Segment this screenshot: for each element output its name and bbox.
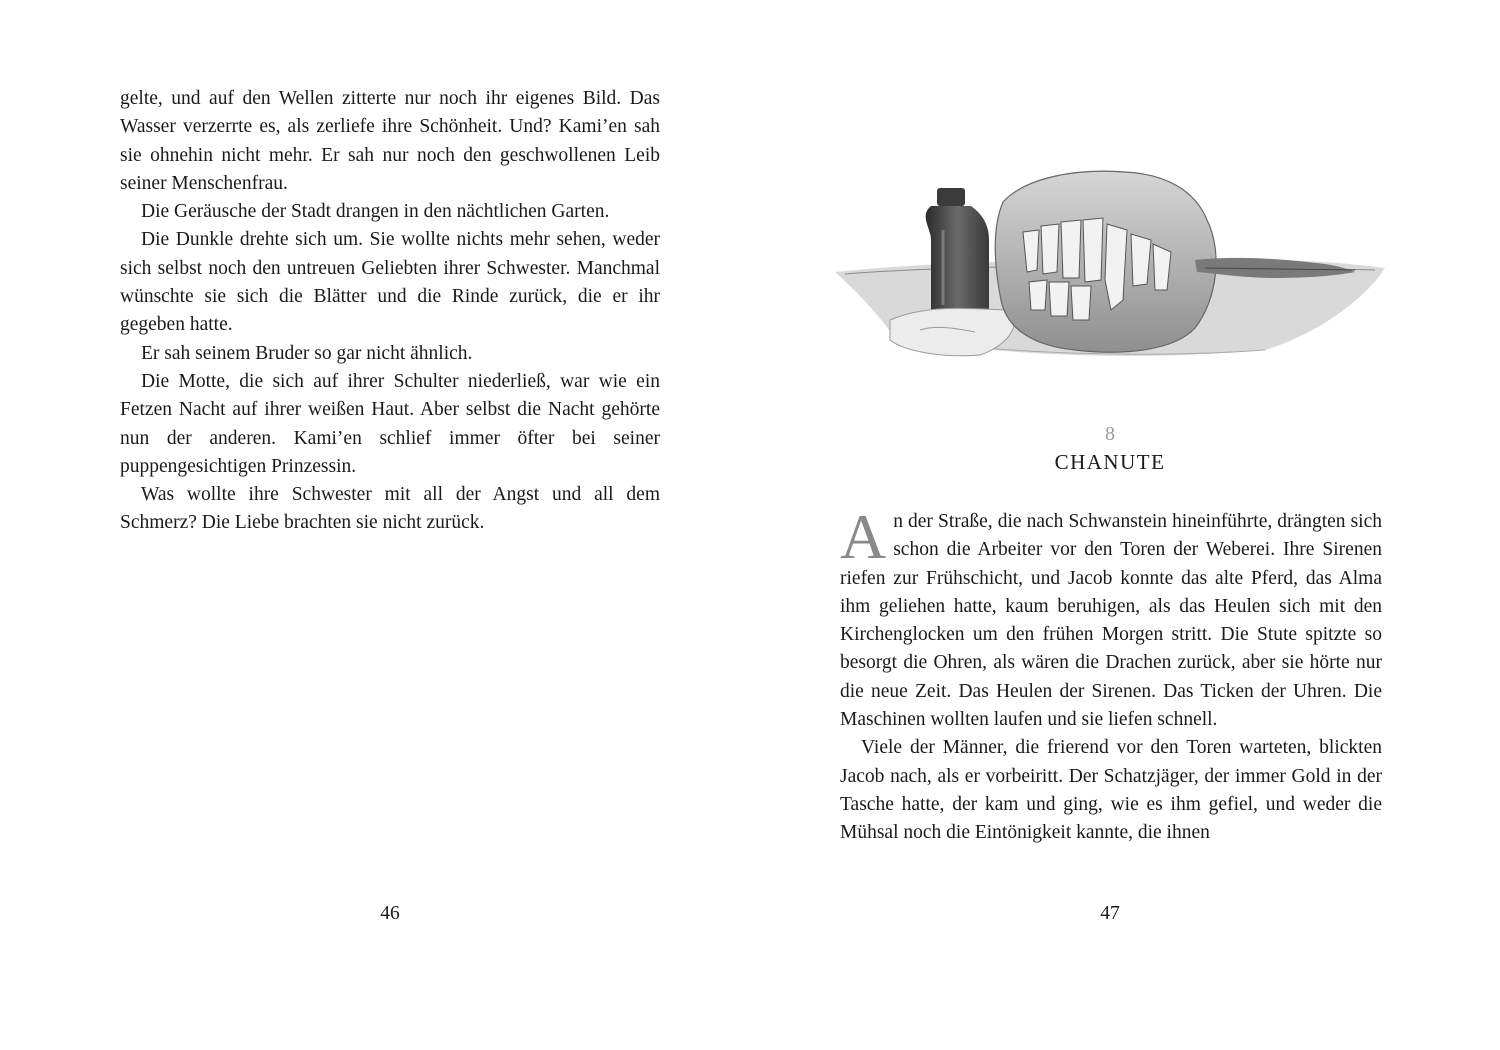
paragraph: Die Geräusche der Stadt drangen in den nächtlichen Garten.: [141, 201, 610, 223]
right-page-text: [840, 501, 1382, 848]
drop-cap: A: [840, 501, 887, 572]
paragraph: Die Dunkle drehte sich um. Sie wollte nichts mehr sehen, weder sich selbst noch den untreuen Geliebten ihrer Schwester. Manchmal wünschte sie sich die Blätter und die Rinde zurück, die er ihr gegeben hatte.: [120, 229, 660, 336]
paragraph: gelte, und auf den Wellen zitterte nur noch ihr eigenes Bild. Das Wasser verzerrte es, als zerliefe ihre Schönheit. Und? Kami’en sah sie ohnehin nicht mehr. Er sah nur noch den geschwollenen Leib seiner Menschenfrau.: [120, 88, 660, 194]
page-number: 47: [1100, 903, 1120, 924]
paragraph: Was wollte ihre Schwester mit all der Angst und all dem Schmerz? Die Liebe brachten sie nicht zurück.: [120, 484, 660, 534]
right-page: [750, 0, 1500, 1050]
paragraph: Die Motte, die sich auf ihrer Schulter niederließ, war wie ein Fetzen Nacht auf ihrer weißen Haut. Aber selbst die Nacht gehörte nun der anderen. Kami’en schlief immer öfter bei seiner puppengesichtigen Prinzessin.: [120, 370, 660, 477]
page-number: 46: [380, 903, 400, 924]
chapter-illustration: [835, 160, 1385, 370]
left-page-text: [120, 85, 660, 538]
skull-and-ink-bottle-sketch: [835, 160, 1385, 370]
paragraph: Viele der Männer, die frierend vor den Toren warteten, blickten Jacob nach, als er vorbeiritt. Der Schatzjäger, der immer Gold in der Tasche hatte, der kam und ging, wie es ihm gefiel, und weder die Mühsal noch die Eintönigkeit kannte, die ihnen: [840, 737, 1382, 844]
paragraph-text: n der Straße, die nach Schwanstein hineinführte, drängten sich schon die Arbeiter vor den Toren der Weberei. Ihre Sirenen riefen zur Frühschicht, und Jacob konnte das alte Pferd, das Alma ihm geliehen hatte, kaum beruhigen, als das Heulen sich mit den Kirchenglocken um den frühen Morgen stritt. Die Stute spitzte so besorgt die Ohren, als wären die Drachen zurück, aber sie hörte nur die neue Zeit. Das Heulen der Sirenen. Das Ticken der Uhren. Die Maschinen wollten laufen und sie liefen schnell.: [840, 511, 1382, 731]
paragraph: Er sah seinem Bruder so gar nicht ähnlich.: [141, 342, 473, 364]
paragraph: [840, 501, 1382, 734]
chapter-number: 8: [1105, 423, 1115, 445]
chapter-title: CHANUTE: [1054, 450, 1166, 474]
